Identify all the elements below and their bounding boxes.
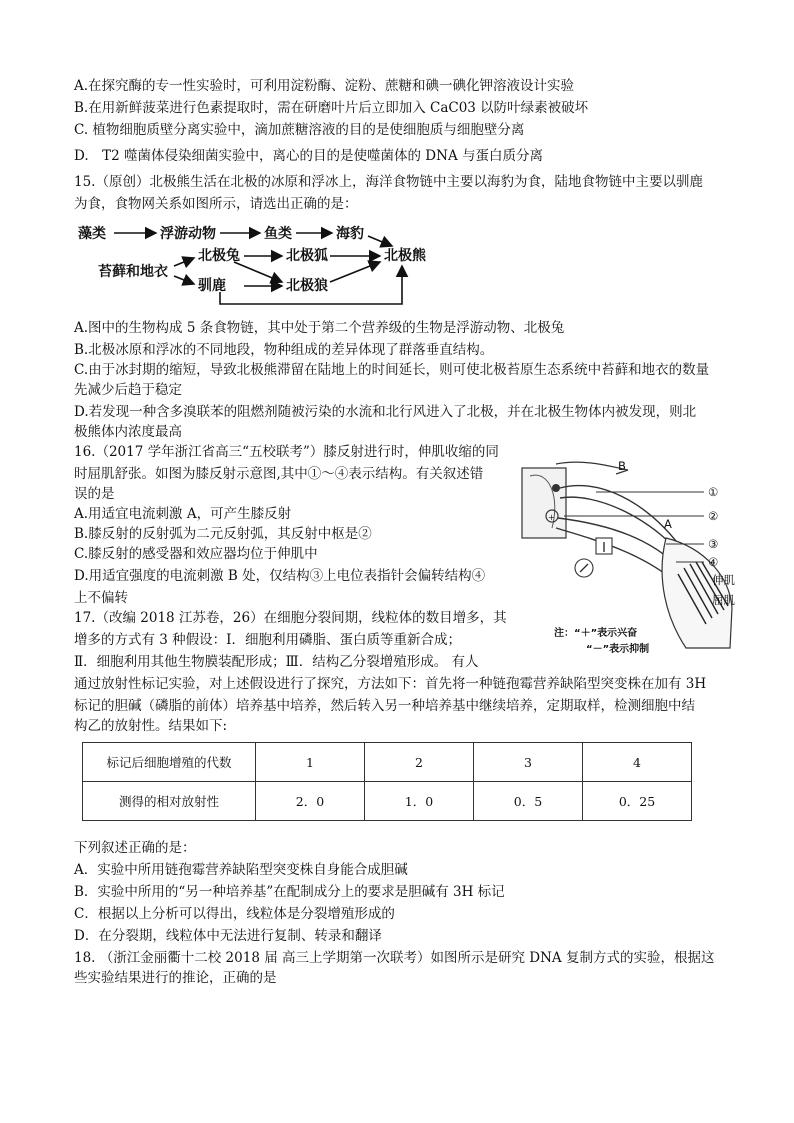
label-b: B: [618, 459, 626, 473]
q15-stem-line1: 15.（原创）北极熊生活在北极的冰原和浮冰上，海洋食物链中主要以海豹为食，陆地食物链中主要以驯鹿: [74, 174, 703, 190]
q14-option-b: B.在用新鲜菠菜进行色素提取时，需在研磨叶片后立即加入 CaC03 以防叶绿素被破坏: [74, 100, 589, 116]
table-cell: 1．0: [365, 782, 474, 821]
q16-stem-line2: 时屈肌舒张。如图为膝反射示意图,其中①～④表示结构。有关叙述错: [74, 466, 484, 482]
q16-option-d-line1: D.用适宜强度的电流刺激 B 处，仅结构③上电位表指针会偏转结构④: [74, 568, 486, 584]
table-cell: 2．0: [256, 782, 365, 821]
q17-option-b: B．实验中所用的“另一种培养基”在配制成分上的要求是胆碱有 3H 标记: [74, 884, 505, 900]
figure-note-1: 注：“＋”表示兴奋: [554, 628, 638, 639]
label-extensor: 伸肌: [712, 573, 735, 587]
label-structure-3: ③: [708, 537, 719, 551]
q16-option-d-line2: 上不偏转: [74, 590, 128, 606]
node-polar-bear: 北极熊: [384, 248, 426, 264]
q17-option-c: C．根据以上分析可以得出，线粒体是分裂增殖形成的: [74, 906, 395, 922]
node-arctic-hare: 北极兔: [198, 248, 240, 264]
table-cell: 标记后细胞增殖的代数: [83, 743, 256, 782]
label-structure-1: ①: [708, 485, 719, 499]
table-cell: 2: [365, 743, 474, 782]
table-cell: 1: [256, 743, 365, 782]
node-arctic-fox: 北极狐: [286, 248, 328, 264]
q14-option-d: D. T2 噬菌体侵染细菌实验中，离心的目的是使噬菌体的 DNA 与蛋白质分离: [74, 148, 543, 164]
q17-option-d: D．在分裂期，线粒体中无法进行复制、转录和翻译: [74, 928, 382, 944]
q15-option-c-line2: 先减少后趋于稳定: [74, 382, 182, 398]
node-algae: 藻类: [78, 226, 106, 242]
label-structure-4: ④: [708, 555, 719, 569]
label-a: A: [664, 517, 672, 531]
q17-prompt: 下列叙述正确的是：: [74, 840, 196, 856]
q15-option-d-line1: D.若发现一种含多溴联苯的阻燃剂随被污染的水流和北行风进入了北极，并在北极生物体内被发现，则北: [74, 404, 697, 420]
node-seal: 海豹: [336, 226, 364, 242]
q17-stem-line6: 构乙的放射性。结果如下:: [74, 718, 228, 734]
node-reindeer: 驯鹿: [198, 278, 226, 294]
q16-stem-line1: 16.（2017 学年浙江省高三“五校联考”）膝反射进行时，伸肌收缩的同: [74, 444, 499, 460]
q14-option-c: C. 植物细胞质壁分离实验中，滴加蔗糖溶液的目的是使细胞质与细胞壁分离: [74, 122, 525, 138]
node-fish: 鱼类: [264, 226, 292, 242]
svg-text:+: +: [548, 513, 555, 522]
q17-option-a: A．实验中所用链孢霉营养缺陷型突变株自身能合成胆碱: [74, 862, 408, 878]
table-row: [83, 743, 692, 782]
q16-stem-line3: 误的是: [74, 486, 115, 502]
q16-option-a: A.用适宜电流刺激 A，可产生膝反射: [74, 506, 292, 522]
q17-stem-line3: Ⅱ．细胞利用其他生物膜装配形成；Ⅲ．结构乙分裂增殖形成。 有人: [74, 654, 479, 670]
q17-stem-line5: 标记的胆碱（磷脂的前体）培养基中培养，然后转入另一种培养基中继续培养，定期取样，检测细胞中结: [74, 698, 695, 714]
node-arctic-wolf: 北极狼: [286, 278, 328, 294]
knee-reflex-figure: [516, 458, 746, 658]
q15-option-b: B.北极冰原和浮冰的不同地段，物种组成的差异体现了群落垂直结构。: [74, 342, 494, 358]
q14-option-a: A.在探究酶的专一性实验时，可利用淀粉酶、淀粉、蔗糖和碘一碘化钾溶液设计实验: [74, 78, 575, 94]
q15-option-c-line1: C.由于冰封期的缩短，导致北极熊滞留在陆地上的时间延长，则可使北极苔原生态系统中苔藓和地衣的数量: [74, 362, 710, 378]
q17-stem-line2: 增多的方式有 3 种假设：Ⅰ．细胞利用磷脂、蛋白质等重新合成；: [74, 632, 462, 648]
q15-option-d-line2: 极熊体内浓度最高: [74, 424, 182, 440]
q15-stem-line2: 为食，食物网关系如图所示，请选出正确的是：: [74, 196, 358, 212]
label-flexor: 屈肌: [712, 593, 735, 607]
q18-stem-line2: 些实验结果进行的推论，正确的是: [74, 970, 277, 986]
q16-option-c: C.膝反射的感受器和效应器均位于伸肌中: [74, 546, 318, 562]
q16-option-b: B.膝反射的反射弧为二元反射弧，其反射中枢是②: [74, 526, 372, 542]
q15-option-a: A.图中的生物构成 5 条食物链，其中处于第二个营养级的生物是浮游动物、北极兔: [74, 320, 565, 336]
node-zooplankton: 浮游动物: [160, 226, 216, 242]
table-cell: 测得的相对放射性: [83, 782, 256, 821]
q17-stem-line1: 17.（改编 2018 江苏卷，26）在细胞分裂间期，线粒体的数目增多，其: [74, 610, 507, 626]
results-table: [82, 742, 692, 821]
table-cell: 3: [474, 743, 583, 782]
table-cell: 0．25: [583, 782, 692, 821]
table-cell: 4: [583, 743, 692, 782]
table-row: [83, 782, 692, 821]
table-cell: 0．5: [474, 782, 583, 821]
q17-stem-line4: 通过放射性标记实验，对上述假设进行了探究，方法如下：首先将一种链孢霉营养缺陷型突变株在加有 3H: [74, 676, 707, 692]
q18-stem-line1: 18. （浙江金丽衢十二校 2018 届 高三上学期第一次联考）如图所示是研究 DNA 复制方式的实验，根据这: [74, 950, 715, 966]
label-structure-2: ②: [708, 509, 719, 523]
node-moss-lichen: 苔藓和地衣: [98, 264, 168, 280]
figure-note-2: “－”表示抑制: [586, 644, 650, 655]
food-web-diagram: [74, 216, 454, 308]
spinal-cord: [522, 468, 566, 538]
